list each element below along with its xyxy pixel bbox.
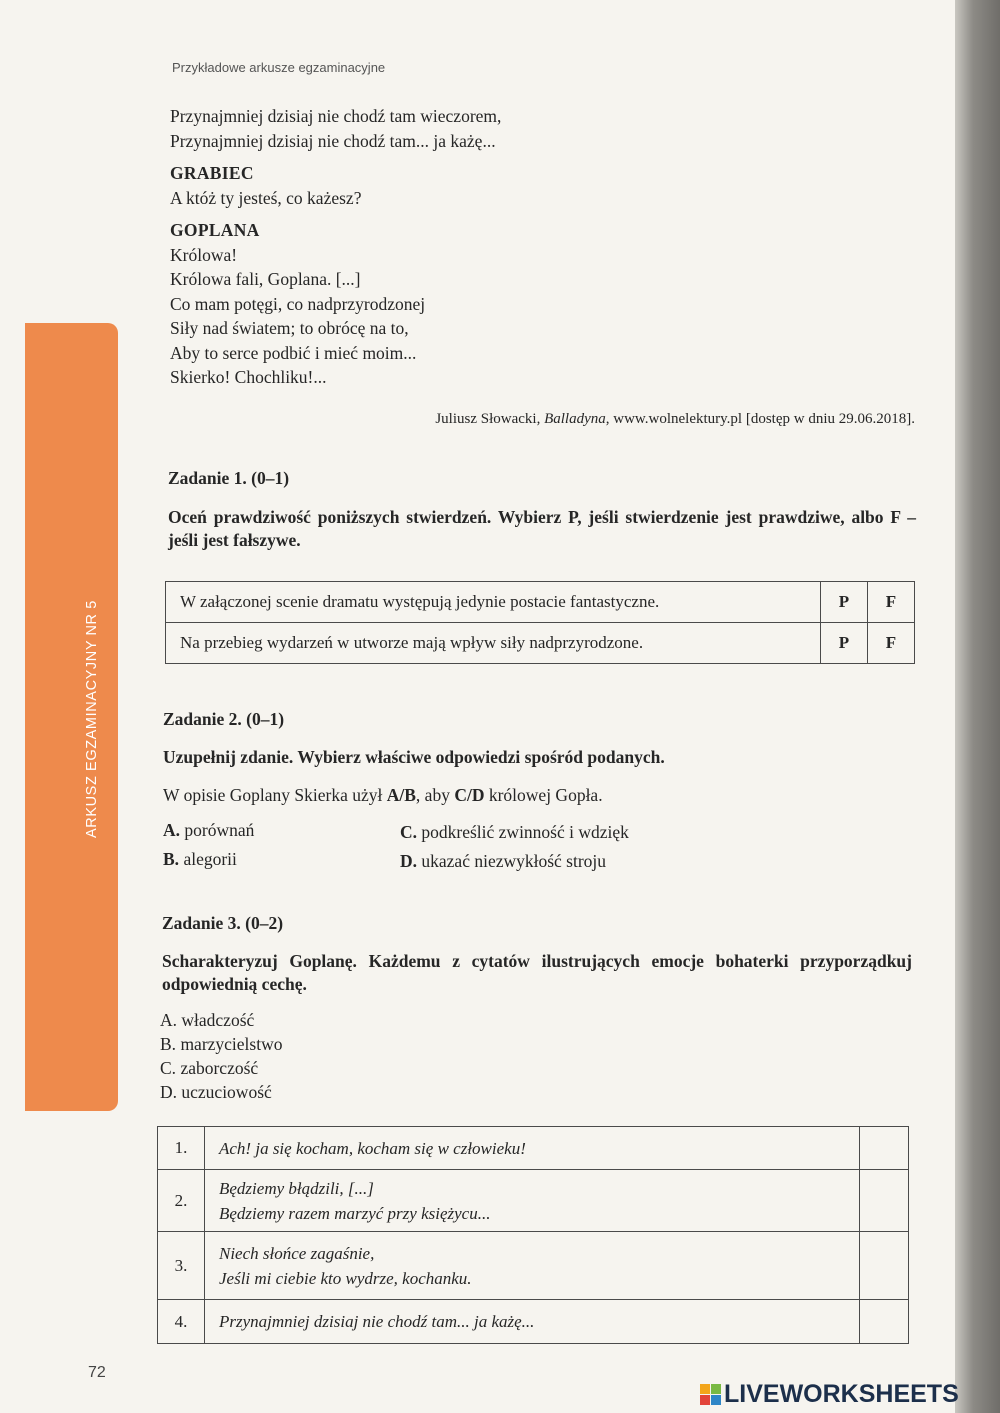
source-rest: , www.wolnelektury.pl [dostęp w dniu 29.06.2018]. — [605, 411, 915, 427]
drama-excerpt — [170, 104, 501, 390]
table-row — [166, 582, 915, 623]
excerpt-line: Co mam potęgi, co nadprzyrodzonej — [170, 293, 426, 314]
task2-sentence — [163, 785, 603, 806]
table-row — [158, 1300, 909, 1344]
option-text: ukazać niezwykłość stroju — [421, 851, 607, 871]
quote-cell — [205, 1127, 860, 1170]
row-number: 4. — [158, 1300, 205, 1344]
quote-line: Ach! ja się kocham, kocham się w człowieku! — [219, 1138, 526, 1158]
option-letter: A. — [163, 820, 181, 840]
task1-title: Zadanie 1. (0–1) — [168, 468, 290, 488]
excerpt-line: Królowa! — [170, 244, 238, 265]
excerpt-line: Aby to serce podbić i mieć moim... — [170, 342, 417, 363]
option-b[interactable] — [163, 849, 237, 870]
speaker-grabiec: GRABIEC — [170, 163, 254, 183]
excerpt-line: Przynajmniej dzisiaj nie chodź tam wieczorem, — [170, 106, 502, 126]
trait-letter: B. — [160, 1034, 177, 1054]
source-title: Balladyna — [544, 411, 606, 427]
row-number: 2. — [158, 1170, 205, 1232]
running-head: Przykładowe arkusze egzaminacyjne — [172, 60, 386, 75]
option-letter: B. — [163, 849, 180, 869]
logo-icon — [700, 1384, 721, 1405]
trait-text: zaborczość — [180, 1058, 259, 1078]
book-spine-shadow — [955, 0, 1000, 1413]
trait-b — [160, 1034, 282, 1055]
quote-line: Jeśli mi ciebie kto wydrze, kochanku. — [219, 1268, 472, 1288]
option-letter: C. — [400, 822, 418, 842]
excerpt-line: Przynajmniej dzisiaj nie chodź tam... ja każę... — [170, 130, 496, 151]
side-tab-label: ARKUSZ EGZAMINACYJNY NR 5 — [84, 600, 100, 838]
sentence-part: , aby — [415, 785, 455, 805]
quote-cell — [205, 1232, 860, 1300]
trait-text: uczuciowość — [181, 1082, 272, 1102]
option-letter: D. — [400, 851, 418, 871]
answer-p-button[interactable]: P — [821, 582, 868, 623]
option-c[interactable] — [400, 822, 629, 843]
option-d[interactable] — [400, 851, 606, 872]
option-text: podkreślić zwinność i wdzięk — [421, 822, 629, 842]
logo-text: LIVEWORKSHEETS — [724, 1380, 959, 1408]
trait-c — [160, 1058, 258, 1079]
quote-cell — [205, 1170, 860, 1232]
quote-line: Będziemy błądzili, [...] — [219, 1178, 374, 1198]
trait-d — [160, 1082, 272, 1103]
table-row — [158, 1170, 909, 1232]
task3-instruction: Scharakteryzuj Goplanę. Każdemu z cytatów ilustrujących emocje bohaterki przyporządkuj odpowiednią cechę. — [162, 951, 912, 994]
answer-f-button[interactable]: F — [868, 623, 915, 664]
task1-table — [165, 581, 915, 664]
trait-letter: D. — [160, 1082, 178, 1102]
option-a[interactable] — [163, 820, 254, 841]
sentence-part: królowej Gopła. — [484, 785, 603, 805]
page-number: 72 — [88, 1364, 106, 1381]
quote-line: Niech słońce zagaśnie, — [219, 1243, 375, 1263]
trait-letter: A. — [160, 1010, 178, 1030]
row-number: 1. — [158, 1127, 205, 1170]
answer-box[interactable] — [860, 1232, 909, 1300]
choice-ab[interactable]: A/B — [386, 785, 416, 805]
speaker-goplana: GOPLANA — [170, 220, 260, 240]
sentence-part: W opisie Goplany Skierka użył — [163, 785, 387, 805]
task1-instruction: Oceń prawdziwość poniższych stwierdzeń. Wybierz P, jeśli stwierdzenie jest prawdziwe, albo F – jeśli jest fałszywe. — [168, 507, 916, 550]
option-text: porównań — [184, 820, 255, 840]
table-row — [166, 623, 915, 664]
task2-instruction: Uzupełnij zdanie. Wybierz właściwe odpowiedzi spośród podanych. — [163, 747, 665, 767]
quote-cell — [205, 1300, 860, 1344]
statement-cell: Na przebieg wydarzeń w utworze mają wpływ siły nadprzyrodzone. — [166, 623, 821, 664]
side-tab — [25, 323, 118, 1111]
excerpt-line: Siły nad światem; to obrócę na to, — [170, 318, 409, 338]
choice-cd[interactable]: C/D — [454, 785, 485, 805]
trait-text: władczość — [181, 1010, 255, 1030]
excerpt-line: Skierko! Chochliku!... — [170, 367, 327, 387]
table-row — [158, 1232, 909, 1300]
option-text: alegorii — [183, 849, 237, 869]
source-citation — [435, 411, 915, 428]
source-author: Juliusz Słowacki, — [435, 411, 541, 427]
answer-box[interactable] — [860, 1300, 909, 1344]
excerpt-line: Królowa fali, Goplana. [...] — [170, 269, 361, 289]
task3-table — [157, 1126, 909, 1344]
statement-cell: W załączonej scenie dramatu występują jedynie postacie fantastyczne. — [166, 582, 821, 623]
answer-f-button[interactable]: F — [868, 582, 915, 623]
quote-line: Będziemy razem marzyć przy księżycu... — [219, 1203, 491, 1223]
quote-line: Przynajmniej dzisiaj nie chodź tam... ja każę... — [219, 1312, 535, 1331]
liveworksheets-logo[interactable] — [700, 1380, 959, 1409]
excerpt-line: A któż ty jesteś, co każesz? — [170, 187, 362, 208]
task2-title: Zadanie 2. (0–1) — [163, 709, 285, 729]
answer-box[interactable] — [860, 1127, 909, 1170]
row-number: 3. — [158, 1232, 205, 1300]
answer-p-button[interactable]: P — [821, 623, 868, 664]
trait-text: marzycielstwo — [180, 1034, 283, 1054]
answer-box[interactable] — [860, 1170, 909, 1232]
trait-letter: C. — [160, 1058, 177, 1078]
task3-title: Zadanie 3. (0–2) — [162, 913, 284, 933]
trait-a — [160, 1010, 254, 1031]
table-row — [158, 1127, 909, 1170]
